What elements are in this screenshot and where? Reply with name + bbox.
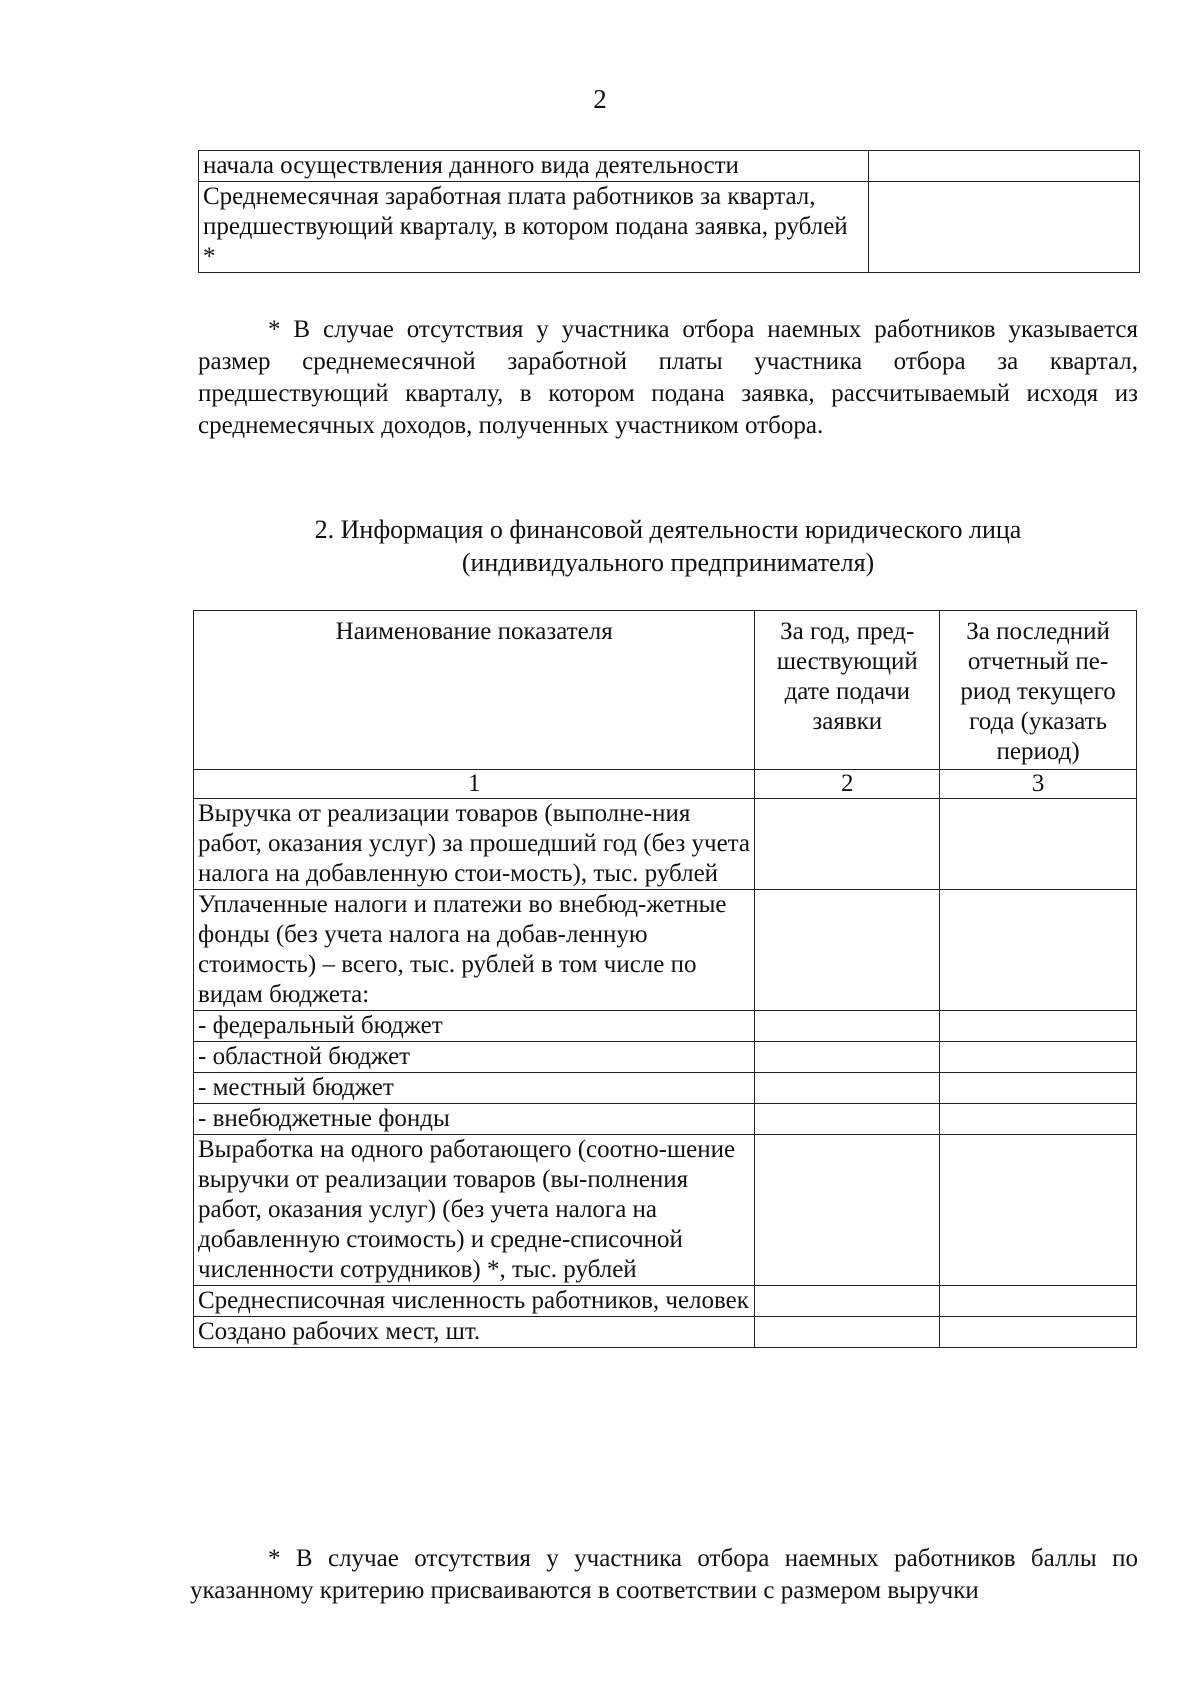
- table-row: [194, 1073, 1137, 1104]
- footnote-productivity: * В случае отсутствия у участника отбора наемных работников баллы по указанному критерию присваиваются в соответствии с размером выручки: [190, 1545, 1138, 1604]
- value-cell: [755, 1317, 940, 1348]
- table-row: [199, 182, 1140, 273]
- indicator-label: - областной бюджет: [194, 1042, 755, 1073]
- value-cell: [755, 1104, 940, 1135]
- header-previous-year: За год, пред-шествующий дате подачи заявки: [755, 611, 940, 770]
- header-current-period: За последний отчетный пе-риод текущего года (указать период): [940, 611, 1137, 770]
- row-label: начала осуществления данного вида деятельности: [199, 151, 869, 182]
- header-row: [194, 611, 1137, 770]
- value-cell: [940, 1104, 1137, 1135]
- indicator-label: - федеральный бюджет: [194, 1011, 755, 1042]
- value-cell: [755, 1286, 940, 1317]
- table-row: [194, 890, 1137, 1011]
- section-title-line1: 2. Информация о финансовой деятельности юридического лица: [314, 515, 1022, 544]
- financial-activity-table: [193, 610, 1137, 1348]
- value-cell: [940, 1011, 1137, 1042]
- section-title: [198, 513, 1138, 579]
- value-cell: [940, 1042, 1137, 1073]
- column-number: 3: [940, 770, 1137, 799]
- value-cell: [755, 1011, 940, 1042]
- footnote-average-salary: * В случае отсутствия у участника отбора наемных работников указывается размер среднемесячной заработной платы участника отбора за квартал, предшествующий кварталу, в котором подана заявка, рассчитываемый исходя из среднемесячных доходов, полученных участником отбора.: [198, 316, 1138, 439]
- value-cell: [940, 1286, 1137, 1317]
- row-value: [868, 182, 1140, 273]
- table-row: [194, 1317, 1137, 1348]
- value-cell: [940, 1317, 1137, 1348]
- page-number: 2: [593, 84, 607, 114]
- table-row: [199, 151, 1140, 182]
- value-cell: [755, 1135, 940, 1286]
- indicator-label: Среднесписочная численность работников, человек: [194, 1286, 755, 1317]
- value-cell: [940, 890, 1137, 1011]
- value-cell: [755, 799, 940, 890]
- indicator-label: Создано рабочих мест, шт.: [194, 1317, 755, 1348]
- indicator-label: Выработка на одного работающего (соотно-шение выручки от реализации товаров (вы-полнения работ, оказания услуг) (без учета налога на добавленную стоимость) и средне-списочной численности сотрудников) *, тыс. рублей: [194, 1135, 755, 1286]
- indicator-label: Уплаченные налоги и платежи во внебюд-жетные фонды (без учета налога на добав-ленную стоимость) – всего, тыс. рублей в том числе по видам бюджета:: [194, 890, 755, 1011]
- table-row: [194, 1286, 1137, 1317]
- section-title-line2: (индивидуального предпринимателя): [461, 548, 875, 577]
- indicator-label: - внебюджетные фонды: [194, 1104, 755, 1135]
- value-cell: [940, 799, 1137, 890]
- row-value: [868, 151, 1140, 182]
- column-number: 2: [755, 770, 940, 799]
- value-cell: [940, 1073, 1137, 1104]
- table-row: [194, 1011, 1137, 1042]
- table-row: [194, 799, 1137, 890]
- indicator-label: Выручка от реализации товаров (выполне-ния работ, оказания услуг) за прошедший год (без учета налога на добавленную стои-мость), тыс. рублей: [194, 799, 755, 890]
- continued-info-table: [198, 150, 1140, 273]
- table-row: [194, 1042, 1137, 1073]
- value-cell: [755, 1042, 940, 1073]
- column-number: 1: [194, 770, 755, 799]
- value-cell: [755, 1073, 940, 1104]
- value-cell: [755, 890, 940, 1011]
- column-numbers-row: [194, 770, 1137, 799]
- value-cell: [940, 1135, 1137, 1286]
- table-row: [194, 1104, 1137, 1135]
- row-label: Среднемесячная заработная плата работников за квартал, предшествующий кварталу, в котором подана заявка, рублей *: [199, 182, 869, 273]
- header-indicator-name: Наименование показателя: [194, 611, 755, 770]
- table-row: [194, 1135, 1137, 1286]
- indicator-label: - местный бюджет: [194, 1073, 755, 1104]
